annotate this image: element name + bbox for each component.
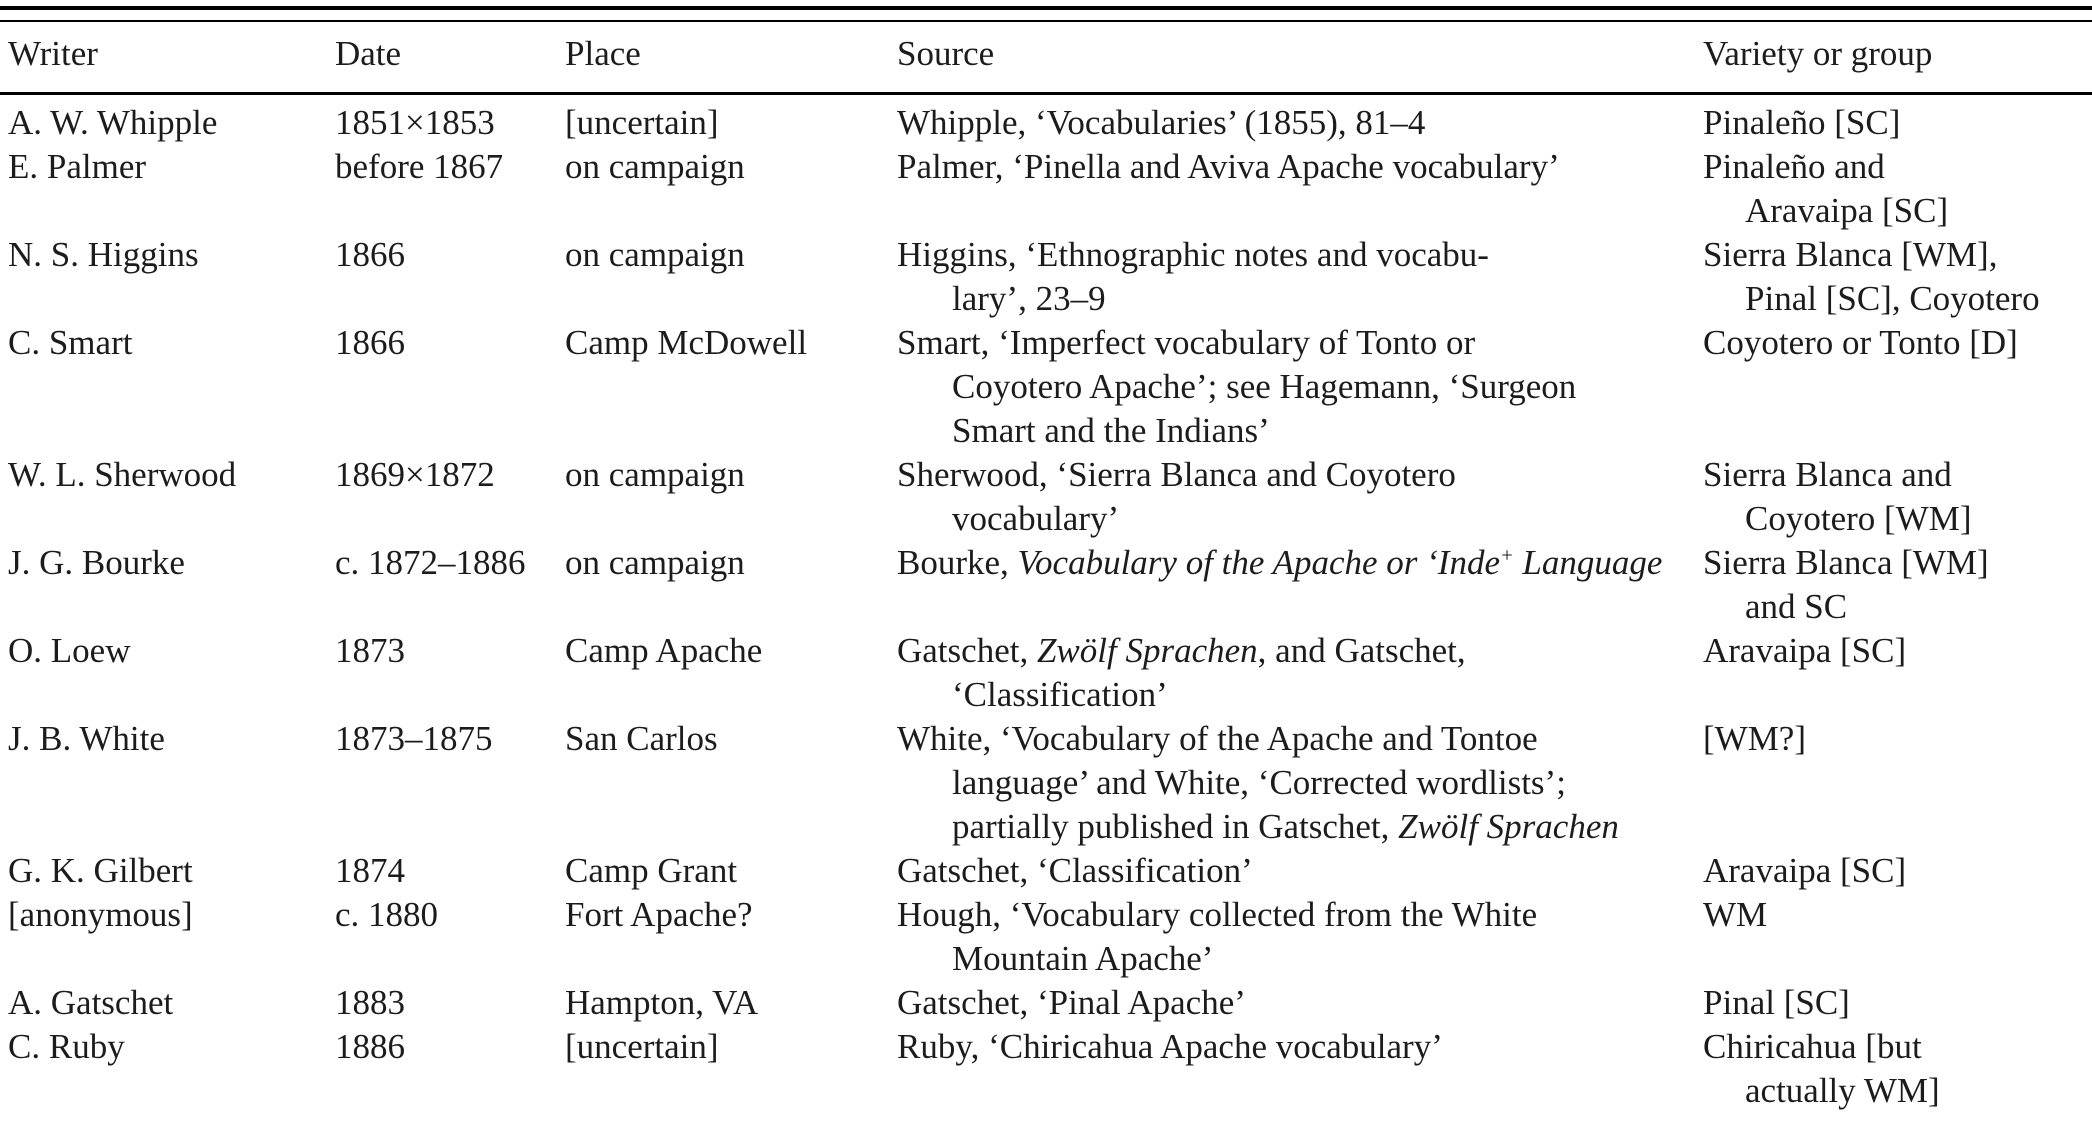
place-cell: Fort Apache? — [565, 895, 753, 934]
variety-cell: WM — [1703, 895, 1768, 934]
writer-cell: E. Palmer — [8, 147, 147, 186]
writer-cell: O. Loew — [8, 631, 131, 670]
writer-cell: G. K. Gilbert — [8, 851, 193, 890]
header-divider-rule — [0, 92, 2092, 95]
source-cell: Sherwood, ‘Sierra Blanca and Coyotero vocabulary’ — [897, 455, 1456, 538]
place-cell: on campaign — [565, 543, 745, 582]
writer-cell: [anonymous] — [8, 895, 193, 934]
date-cell: c. 1880 — [335, 895, 439, 934]
table-row — [0, 101, 2092, 145]
variety-cell: Coyotero or Tonto [D] — [1703, 323, 2018, 362]
table-row — [0, 893, 2092, 981]
writer-cell: C. Ruby — [8, 1027, 125, 1066]
writer-cell: J. B. White — [8, 719, 165, 758]
writer-cell: J. G. Bourke — [8, 543, 185, 582]
source-cell: Whipple, ‘Vocabularies’ (1855), 81–4 — [897, 103, 1426, 142]
place-cell: San Carlos — [565, 719, 718, 758]
place-cell: Camp Grant — [565, 851, 738, 890]
variety-cell: [WM?] — [1703, 719, 1807, 758]
writer-cell: C. Smart — [8, 323, 133, 362]
table-top-rule-inner — [0, 20, 2092, 22]
source-cell: White, ‘Vocabulary of the Apache and Tontoe language’ and White, ‘Corrected wordlists’; partially published in Gatschet, Zwölf Sprachen — [897, 719, 1619, 846]
writer-cell: W. L. Sherwood — [8, 455, 237, 494]
place-cell: on campaign — [565, 455, 745, 494]
date-cell: 1851×1853 — [335, 103, 495, 142]
writer-cell: A. Gatschet — [8, 983, 174, 1022]
date-cell: 1886 — [335, 1027, 405, 1066]
column-header-writer: Writer — [8, 34, 98, 73]
table-row — [0, 321, 2092, 453]
date-cell: c. 1872–1886 — [335, 543, 526, 582]
column-header-place: Place — [565, 34, 641, 73]
place-cell: [uncertain] — [565, 103, 719, 142]
source-cell: Higgins, ‘Ethnographic notes and vocabu- lary’, 23–9 — [897, 235, 1489, 318]
variety-cell: Sierra Blanca [WM], Pinal [SC], Coyotero — [1703, 235, 2040, 318]
writer-cell: N. S. Higgins — [8, 235, 199, 274]
variety-cell: Pinaleño and Aravaipa [SC] — [1703, 147, 1949, 230]
place-cell: Camp Apache — [565, 631, 763, 670]
table-top-rule-outer — [0, 6, 2092, 10]
source-cell: Gatschet, ‘Classification’ — [897, 851, 1253, 890]
place-cell: Hampton, VA — [565, 983, 759, 1022]
table-header-row — [0, 32, 2092, 76]
place-cell: on campaign — [565, 147, 745, 186]
source-cell: Bourke, Vocabulary of the Apache or ‘Inde+ Language — [897, 543, 1663, 582]
place-cell: on campaign — [565, 235, 745, 274]
date-cell: 1873–1875 — [335, 719, 493, 758]
variety-cell: Pinaleño [SC] — [1703, 103, 1901, 142]
table-row — [0, 1025, 2092, 1113]
column-header-source: Source — [897, 34, 995, 73]
column-header-date: Date — [335, 34, 402, 73]
date-cell: 1869×1872 — [335, 455, 495, 494]
date-cell: 1883 — [335, 983, 405, 1022]
place-cell: Camp McDowell — [565, 323, 808, 362]
table-row — [0, 233, 2092, 321]
date-cell: 1873 — [335, 631, 405, 670]
variety-cell: Aravaipa [SC] — [1703, 851, 1907, 890]
table-row — [0, 145, 2092, 233]
variety-cell: Sierra Blanca [WM] and SC — [1703, 543, 1989, 626]
date-cell: before 1867 — [335, 147, 504, 186]
date-cell: 1874 — [335, 851, 405, 890]
table-row — [0, 629, 2092, 717]
source-cell: Gatschet, Zwölf Sprachen, and Gatschet, ‘Classification’ — [897, 631, 1466, 714]
table-row — [0, 981, 2092, 1025]
table-row — [0, 453, 2092, 541]
variety-cell: Pinal [SC] — [1703, 983, 1850, 1022]
table-row — [0, 541, 2092, 629]
source-cell: Smart, ‘Imperfect vocabulary of Tonto or Coyotero Apache’; see Hagemann, ‘Surgeon Smart and the Indians’ — [897, 323, 1577, 450]
variety-cell: Sierra Blanca and Coyotero [WM] — [1703, 455, 1972, 538]
variety-cell: Aravaipa [SC] — [1703, 631, 1907, 670]
table-row — [0, 849, 2092, 893]
place-cell: [uncertain] — [565, 1027, 719, 1066]
source-cell: Ruby, ‘Chiricahua Apache vocabulary’ — [897, 1027, 1443, 1066]
source-cell: Hough, ‘Vocabulary collected from the White Mountain Apache’ — [897, 895, 1538, 978]
column-header-variety: Variety or group — [1703, 34, 1933, 73]
table-body — [0, 101, 2092, 1113]
date-cell: 1866 — [335, 323, 405, 362]
writer-cell: A. W. Whipple — [8, 103, 218, 142]
source-cell: Gatschet, ‘Pinal Apache’ — [897, 983, 1246, 1022]
variety-cell: Chiricahua [but actually WM] — [1703, 1027, 1940, 1110]
date-cell: 1866 — [335, 235, 405, 274]
source-cell: Palmer, ‘Pinella and Aviva Apache vocabulary’ — [897, 147, 1560, 186]
table-row — [0, 717, 2092, 849]
